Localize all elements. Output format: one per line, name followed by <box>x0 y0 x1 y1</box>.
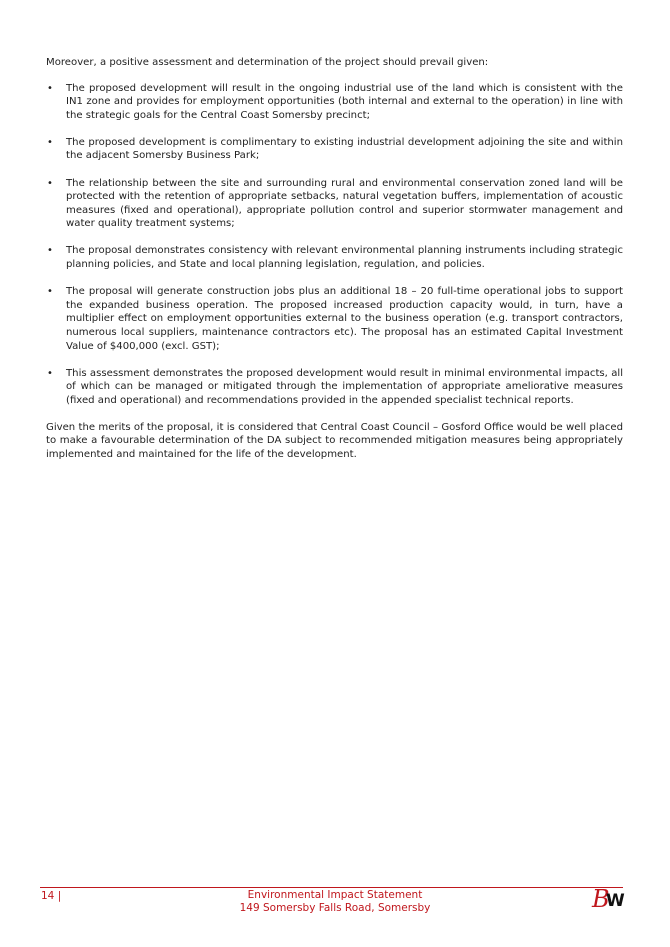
closing-paragraph: Given the merits of the proposal, it is considered that Central Coast Council – Gosford Office would be well placed to make a favourable determination of the DA subject to recommended mitigation measures being appropriately implemented and maintained for the life of the development. <box>46 421 623 461</box>
bullet-icon: • <box>47 82 53 94</box>
list-item <box>46 136 623 163</box>
footer-title: Environmental Impact Statement <box>247 889 423 901</box>
bullet-list <box>46 82 623 408</box>
list-item-text: The relationship between the site and surrounding rural and environmental conservation zoned land will be protected with the retention of appropriate setbacks, natural vegetation buffers, implementation of acoustic measures (fixed and operational), appropriate pollution control and superior stormwater management and water quality treatment systems; <box>66 177 623 230</box>
bullet-icon: • <box>47 245 53 257</box>
list-item-text: The proposal demonstrates consistency with relevant environmental planning instruments including strategic planning policies, and State and local planning legislation, regulation, and policies. <box>66 245 623 271</box>
bw-logo-icon: B W <box>592 885 624 913</box>
bullet-icon: • <box>47 367 53 379</box>
body-text <box>46 56 623 462</box>
list-item-text: The proposed development will result in the ongoing industrial use of the land which is consistent with the IN1 zone and provides for employment opportunities (both internal and external to the operation) in line with the strategic goals for the Central Coast Somersby precinct; <box>66 82 623 121</box>
list-item <box>46 177 623 231</box>
list-item-text: The proposed development is complimentary to existing industrial development adjoining the site and within the adjacent Somersby Business Park; <box>66 136 623 162</box>
footer-title-block <box>200 889 470 914</box>
bullet-icon: • <box>47 177 53 189</box>
bullet-icon: • <box>47 136 53 148</box>
bullet-icon: • <box>47 286 53 298</box>
list-item <box>46 82 623 123</box>
footer-address: 149 Somersby Falls Road, Somersby <box>239 901 431 914</box>
footer-divider <box>40 887 623 888</box>
list-item <box>46 244 623 271</box>
list-item-text: The proposal will generate construction jobs plus an additional 18 – 20 full-time operational jobs to support the expanded business operation. The proposed increased production capacity would, in turn, have a multiplier effect on employment opportunities external to the business operation (e.g. transport contractors, numerous local suppliers, maintenance contractors etc). The proposal has an estimated Capital Investment Value of $400,000 (excl. GST); <box>66 286 623 352</box>
list-item-text: This assessment demonstrates the proposed development would result in minimal environmental impacts, all of which can be managed or mitigated through the implementation of appropriate ameliorative measures (fixed and operational) and recommendations provided in the appended specialist technical reports. <box>66 367 623 406</box>
intro-paragraph: Moreover, a positive assessment and determination of the project should prevail given: <box>46 57 489 68</box>
list-item <box>46 285 623 353</box>
page-number: 14 | <box>41 890 62 902</box>
list-item <box>46 367 623 408</box>
